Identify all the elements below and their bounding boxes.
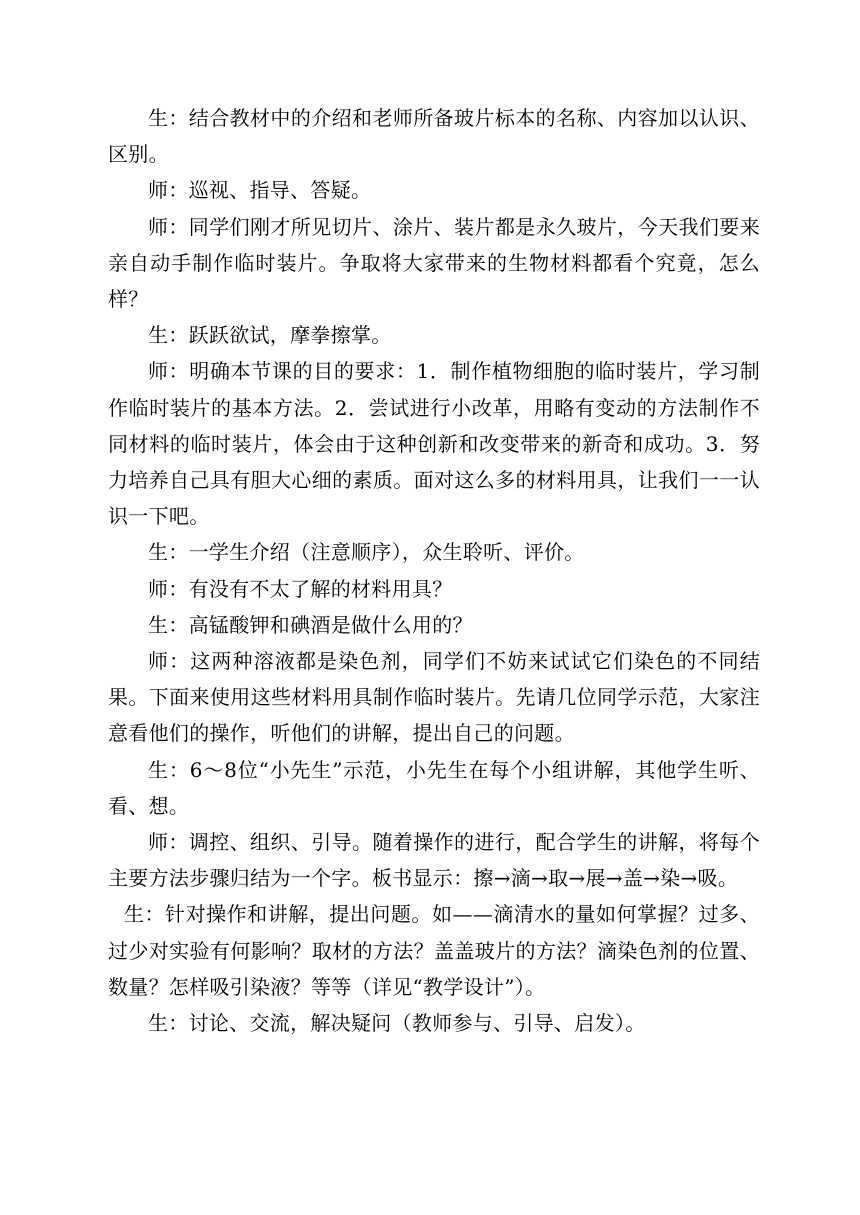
paragraph-7: 师：有没有不太了解的材料用具？ — [148, 576, 453, 601]
paragraph-11: 师：调控、组织、引导。随着操作的进行，配合学生的讲解，将每个主要方法步骤归结为一个字。板书显示：擦→滴→取→展→盖→染→吸。 — [108, 830, 760, 891]
paragraph-5: 师：明确本节课的目的要求：1．制作植物细胞的临时装片，学习制作临时装片的基本方法。2．尝试进行小改革，用略有变动的方法制作不同材料的临时装片，体会由于这种创新和改变带来的新奇和成功。3．努力培养自己具有胆大心细的素质。面对这么多的材料用具，让我们一一认识一下吧。 — [108, 359, 760, 529]
paragraph-8: 生：高锰酸钾和碘酒是做什么用的？ — [148, 612, 473, 637]
paragraph-3: 师：同学们刚才所见切片、涂片、装片都是永久玻片，今天我们要来亲自动手制作临时装片。争取将大家带来的生物材料都看个究竟，怎么样？ — [108, 214, 760, 312]
paragraph-13: 生：讨论、交流，解决疑问（教师参与、引导、启发）。 — [148, 1011, 646, 1036]
paragraph-10: 生：6～8位“小先生”示范，小先生在每个小组讲解，其他学生听、看、想。 — [108, 757, 760, 818]
paragraph-6: 生：一学生介绍（注意顺序），众生聆听、评价。 — [148, 540, 585, 565]
document-body — [108, 100, 760, 1041]
paragraph-9: 师：这两种溶液都是染色剂，同学们不妨来试试它们染色的不同结果。下面来使用这些材料用具制作临时装片。先请几位同学示范，大家注意看他们的操作，听他们的讲解，提出自己的问题。 — [108, 649, 760, 746]
paragraph-4: 生：跃跃欲试，摩拳擦掌。 — [148, 323, 392, 348]
paragraph-1: 生：结合教材中的介绍和老师所备玻片标本的名称、内容加以认识、区别。 — [108, 106, 760, 167]
paragraph-2: 师：巡视、指导、答疑。 — [148, 178, 372, 203]
paragraph-12: 生：针对操作和讲解，提出问题。如——滴清水的量如何掌握？过多、过少对实验有何影响？取材的方法？盖盖玻片的方法？滴染色剂的位置、数量？怎样吸引染液？等等（详见“教学设计”）。 — [108, 902, 760, 999]
